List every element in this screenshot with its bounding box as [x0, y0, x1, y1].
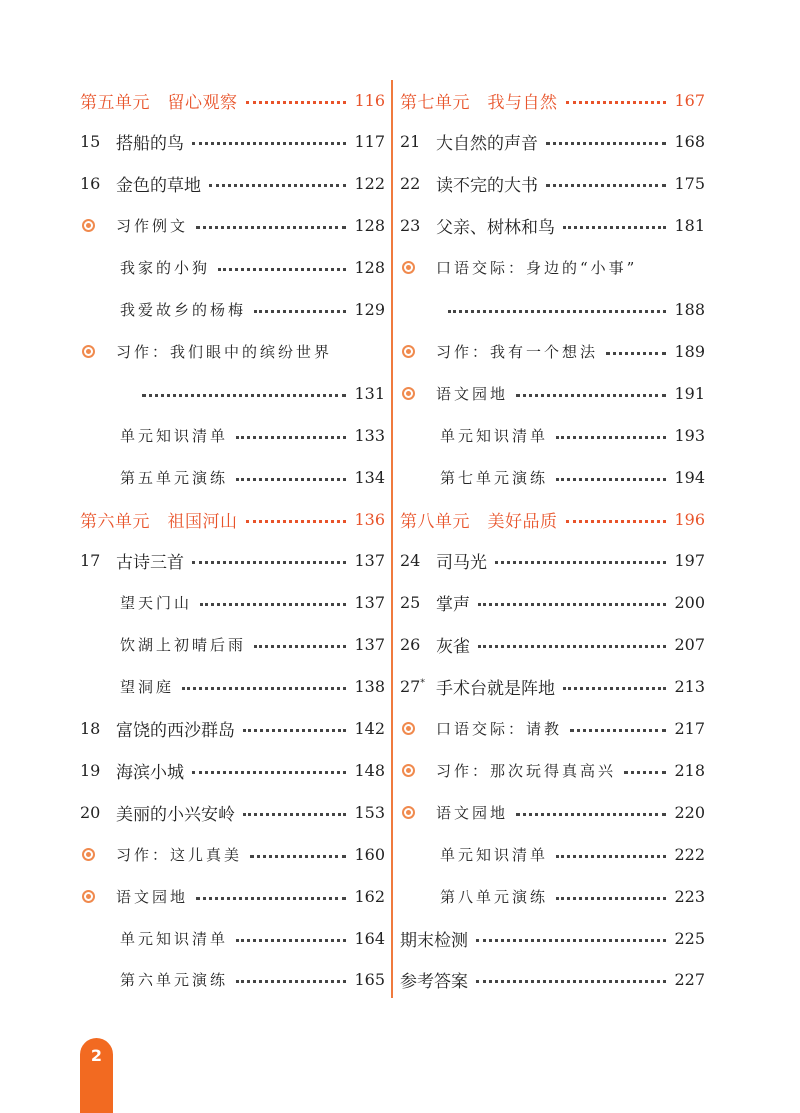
bullseye-icon — [82, 848, 95, 861]
toc-entry-title: 单元知识清单 — [440, 426, 549, 445]
toc-page-number: 168 — [674, 132, 705, 152]
lesson-entry[interactable] — [80, 756, 385, 784]
lesson-number: 27* — [400, 677, 425, 697]
toc-page-number: 191 — [674, 383, 705, 403]
lesson-number: 20 — [80, 802, 101, 822]
lesson-entry[interactable] — [80, 170, 385, 198]
toc-page-number: 213 — [674, 677, 705, 697]
dot-leader — [495, 561, 666, 564]
toc-entry-title: 单元知识清单 — [120, 426, 229, 445]
toc-page-number: 188 — [674, 300, 705, 319]
toc-entry-title: 语文园地 — [436, 384, 509, 403]
sub-entry[interactable] — [80, 421, 385, 449]
toc-page-number: 122 — [354, 174, 385, 194]
toc-entry-title: 我爱故乡的杨梅 — [120, 301, 247, 319]
dot-leader — [546, 184, 666, 187]
toc-entry-title: 富饶的西沙群岛 — [116, 721, 235, 741]
dot-leader — [192, 561, 346, 564]
toc-page-number: 128 — [354, 258, 385, 278]
page-number-badge: 2 — [80, 1038, 113, 1113]
toc-page-number: 194 — [674, 467, 705, 487]
optional-lesson-mark: * — [420, 678, 425, 689]
toc-entry-title: 第六单元 祖国河山 — [80, 511, 238, 532]
toc-entry-title: 大自然的声音 — [436, 134, 538, 155]
dot-leader — [246, 101, 347, 104]
toc-entry-title: 搭船的鸟 — [116, 134, 184, 155]
unit-heading[interactable] — [400, 505, 705, 533]
lesson-number: 23 — [400, 216, 421, 236]
dot-leader — [476, 939, 666, 942]
dot-leader — [182, 687, 346, 690]
toc-entry-title: 第六单元演练 — [120, 971, 229, 990]
lesson-number: 15 — [80, 132, 101, 152]
sub-entry[interactable] — [400, 421, 705, 449]
unit-heading[interactable] — [80, 86, 385, 114]
dot-leader — [192, 771, 346, 774]
unit-heading[interactable] — [80, 505, 385, 533]
activity-entry[interactable] — [80, 840, 385, 868]
toc-page-number: 129 — [354, 300, 385, 319]
dot-leader — [142, 394, 346, 397]
activity-entry[interactable] — [80, 882, 385, 910]
toc-page-number: 137 — [354, 551, 385, 571]
toc-page-number: 218 — [674, 760, 705, 780]
dot-leader — [563, 226, 666, 229]
toc-page-number: 153 — [354, 802, 385, 822]
toc-page-number: 193 — [674, 425, 705, 445]
toc-entry-title: 第七单元演练 — [440, 468, 549, 487]
lesson-number: 21 — [400, 132, 421, 152]
toc-entry-title: 掌声 — [436, 595, 470, 616]
toc-page-number: 117 — [354, 132, 385, 152]
sub-entry[interactable] — [80, 966, 385, 994]
lesson-entry[interactable] — [80, 547, 385, 575]
toc-entry-title: 习作例文 — [116, 217, 189, 236]
lesson-number: 25 — [400, 593, 421, 613]
dot-leader — [556, 478, 666, 481]
toc-entry-title: 美丽的小兴安岭 — [116, 804, 235, 825]
lesson-entry[interactable] — [80, 715, 385, 743]
bullseye-icon — [402, 722, 415, 735]
toc-page-number: 200 — [674, 593, 705, 613]
toc-page-number: 220 — [674, 802, 705, 822]
sub-entry[interactable] — [80, 631, 385, 659]
dot-leader — [556, 897, 666, 900]
dot-leader — [243, 813, 346, 816]
lesson-number: 17 — [80, 551, 101, 571]
toc-entry-title: 第八单元 美好品质 — [400, 511, 558, 532]
dot-leader — [200, 603, 346, 606]
dot-leader — [236, 939, 346, 942]
lesson-number: 18 — [80, 719, 101, 738]
toc-page-number: 189 — [674, 341, 705, 361]
dot-leader — [250, 855, 346, 858]
toc-entry-title: 参考答案 — [400, 972, 468, 993]
dot-leader — [236, 436, 346, 439]
sub-entry[interactable] — [80, 924, 385, 952]
dot-leader — [196, 226, 346, 229]
toc-entry-title: 语文园地 — [116, 887, 189, 906]
lesson-entry[interactable] — [400, 212, 705, 240]
toc-page-number: 136 — [354, 509, 385, 529]
toc-entry-title: 单元知识清单 — [120, 929, 229, 948]
activity-entry[interactable] — [400, 715, 705, 743]
toc-page-number: 137 — [354, 593, 385, 613]
toc-entry-title: 习作：这儿真美 — [116, 845, 243, 864]
activity-entry-continuation[interactable] — [400, 296, 705, 324]
activity-entry-continuation[interactable] — [80, 379, 385, 407]
lesson-entry[interactable] — [400, 589, 705, 617]
dot-leader — [192, 142, 346, 145]
toc-entry-title: 饮湖上初晴后雨 — [120, 636, 247, 655]
toc-page-number: 197 — [674, 551, 705, 571]
toc-page-number: 196 — [674, 509, 705, 529]
toc-page-number: 175 — [674, 174, 705, 194]
toc-page-number: 160 — [354, 844, 385, 864]
dot-leader — [566, 520, 667, 523]
dot-leader — [254, 310, 346, 313]
lesson-number: 19 — [80, 760, 101, 780]
dot-leader — [516, 813, 666, 816]
toc-entry-title: 第五单元 留心观察 — [80, 92, 238, 113]
dot-leader — [556, 436, 666, 439]
toc-page-number: 142 — [354, 719, 385, 738]
dot-leader — [243, 729, 346, 732]
unit-heading[interactable] — [400, 86, 705, 114]
toc-page-number: 148 — [354, 760, 385, 780]
dot-leader — [606, 352, 666, 355]
toc-page-number: 131 — [354, 383, 385, 403]
lesson-entry[interactable] — [400, 128, 705, 156]
bullseye-icon — [402, 345, 415, 358]
toc-entry-title: 司马光 — [436, 553, 487, 574]
toc-page-number: 223 — [674, 886, 705, 906]
dot-leader — [546, 142, 666, 145]
lesson-entry[interactable] — [400, 673, 705, 701]
activity-entry[interactable] — [400, 798, 705, 826]
toc-page-number: 164 — [354, 928, 385, 948]
activity-entry[interactable] — [400, 254, 705, 282]
sub-entry[interactable] — [400, 840, 705, 868]
toc-entry-title: 金色的草地 — [116, 176, 201, 197]
lesson-entry[interactable] — [80, 798, 385, 826]
lesson-entry[interactable] — [80, 128, 385, 156]
activity-entry[interactable] — [80, 337, 385, 365]
lesson-number: 26 — [400, 635, 421, 655]
activity-entry[interactable] — [400, 337, 705, 365]
sub-entry[interactable] — [80, 673, 385, 701]
dot-leader — [218, 268, 346, 271]
sub-entry[interactable] — [400, 882, 705, 910]
toc-page-number: 181 — [674, 216, 705, 236]
toc-page-number: 165 — [354, 970, 385, 990]
toc-entry-title: 望天门山 — [120, 594, 193, 613]
toc-page-number: 134 — [354, 467, 385, 487]
dot-leader — [478, 603, 666, 606]
dot-leader — [209, 184, 346, 187]
toc-page-number: 138 — [354, 677, 385, 697]
bullseye-icon — [402, 261, 415, 274]
activity-entry[interactable] — [80, 212, 385, 240]
toc-page-number: 227 — [674, 970, 705, 990]
toc-entry-title: 望洞庭 — [120, 678, 175, 697]
bullseye-icon — [82, 345, 95, 358]
activity-entry[interactable] — [400, 756, 705, 784]
toc-page-number: 128 — [354, 216, 385, 236]
toc-page-number: 167 — [674, 90, 705, 110]
dot-leader — [196, 897, 346, 900]
toc-page-number: 225 — [674, 928, 705, 948]
sub-entry[interactable] — [80, 463, 385, 491]
toc-entry-title: 习作：那次玩得真高兴 — [436, 761, 617, 780]
activity-entry[interactable] — [400, 379, 705, 407]
toc-entry-title: 习作：我们眼中的缤纷世界 — [116, 342, 333, 361]
bullseye-icon — [82, 219, 95, 232]
toc-entry[interactable] — [400, 966, 705, 994]
sub-entry[interactable] — [80, 296, 385, 324]
column-divider — [391, 80, 393, 998]
lesson-number: 22 — [400, 174, 421, 194]
dot-leader — [556, 855, 666, 858]
dot-leader — [563, 687, 666, 690]
toc-entry-title: 灰雀 — [436, 637, 470, 658]
toc-entry-title: 期末检测 — [400, 930, 468, 951]
toc-entry-title: 我家的小狗 — [120, 259, 211, 278]
sub-entry[interactable] — [80, 254, 385, 282]
lesson-entry[interactable] — [400, 631, 705, 659]
toc-entry-title: 口语交际：请教 — [436, 720, 563, 738]
toc-entry-title: 父亲、树林和鸟 — [436, 218, 555, 239]
lesson-entry[interactable] — [400, 170, 705, 198]
dot-leader — [624, 771, 666, 774]
dot-leader — [254, 645, 346, 648]
dot-leader — [246, 520, 347, 523]
toc-page-number: 133 — [354, 425, 385, 445]
toc-page-number: 162 — [354, 886, 385, 906]
sub-entry[interactable] — [80, 589, 385, 617]
bullseye-icon — [402, 387, 415, 400]
toc-entry-title: 第七单元 我与自然 — [400, 92, 558, 113]
dot-leader — [448, 310, 666, 313]
bullseye-icon — [402, 764, 415, 777]
toc-entry-title: 口语交际：身边的“小事” — [436, 259, 638, 278]
dot-leader — [566, 101, 667, 104]
dot-leader — [478, 645, 666, 648]
lesson-number: 24 — [400, 551, 421, 571]
dot-leader — [476, 980, 666, 983]
dot-leader — [236, 478, 346, 481]
bullseye-icon — [82, 890, 95, 903]
toc-entry-title: 第五单元演练 — [120, 468, 229, 487]
toc-page-number: 137 — [354, 635, 385, 655]
toc-entry-title: 单元知识清单 — [440, 845, 549, 864]
toc-entry-title: 海滨小城 — [116, 762, 184, 783]
toc-page-number: 222 — [674, 844, 705, 864]
bullseye-icon — [402, 806, 415, 819]
toc-entry-title: 习作：我有一个想法 — [436, 342, 599, 361]
toc-entry-title: 古诗三首 — [116, 553, 184, 574]
lesson-entry[interactable] — [400, 547, 705, 575]
toc-page-number: 217 — [674, 719, 705, 738]
toc-entry-title: 读不完的大书 — [436, 176, 538, 197]
toc-entry[interactable] — [400, 924, 705, 952]
dot-leader — [236, 980, 346, 983]
toc-entry-title: 语文园地 — [436, 803, 509, 822]
dot-leader — [516, 394, 666, 397]
sub-entry[interactable] — [400, 463, 705, 491]
toc-entry-title: 手术台就是阵地 — [436, 679, 555, 700]
toc-entry-title: 第八单元演练 — [440, 887, 549, 906]
toc-page-number: 207 — [674, 635, 705, 655]
toc-page-number: 116 — [354, 90, 385, 110]
lesson-number: 16 — [80, 174, 101, 194]
dot-leader — [570, 729, 666, 732]
